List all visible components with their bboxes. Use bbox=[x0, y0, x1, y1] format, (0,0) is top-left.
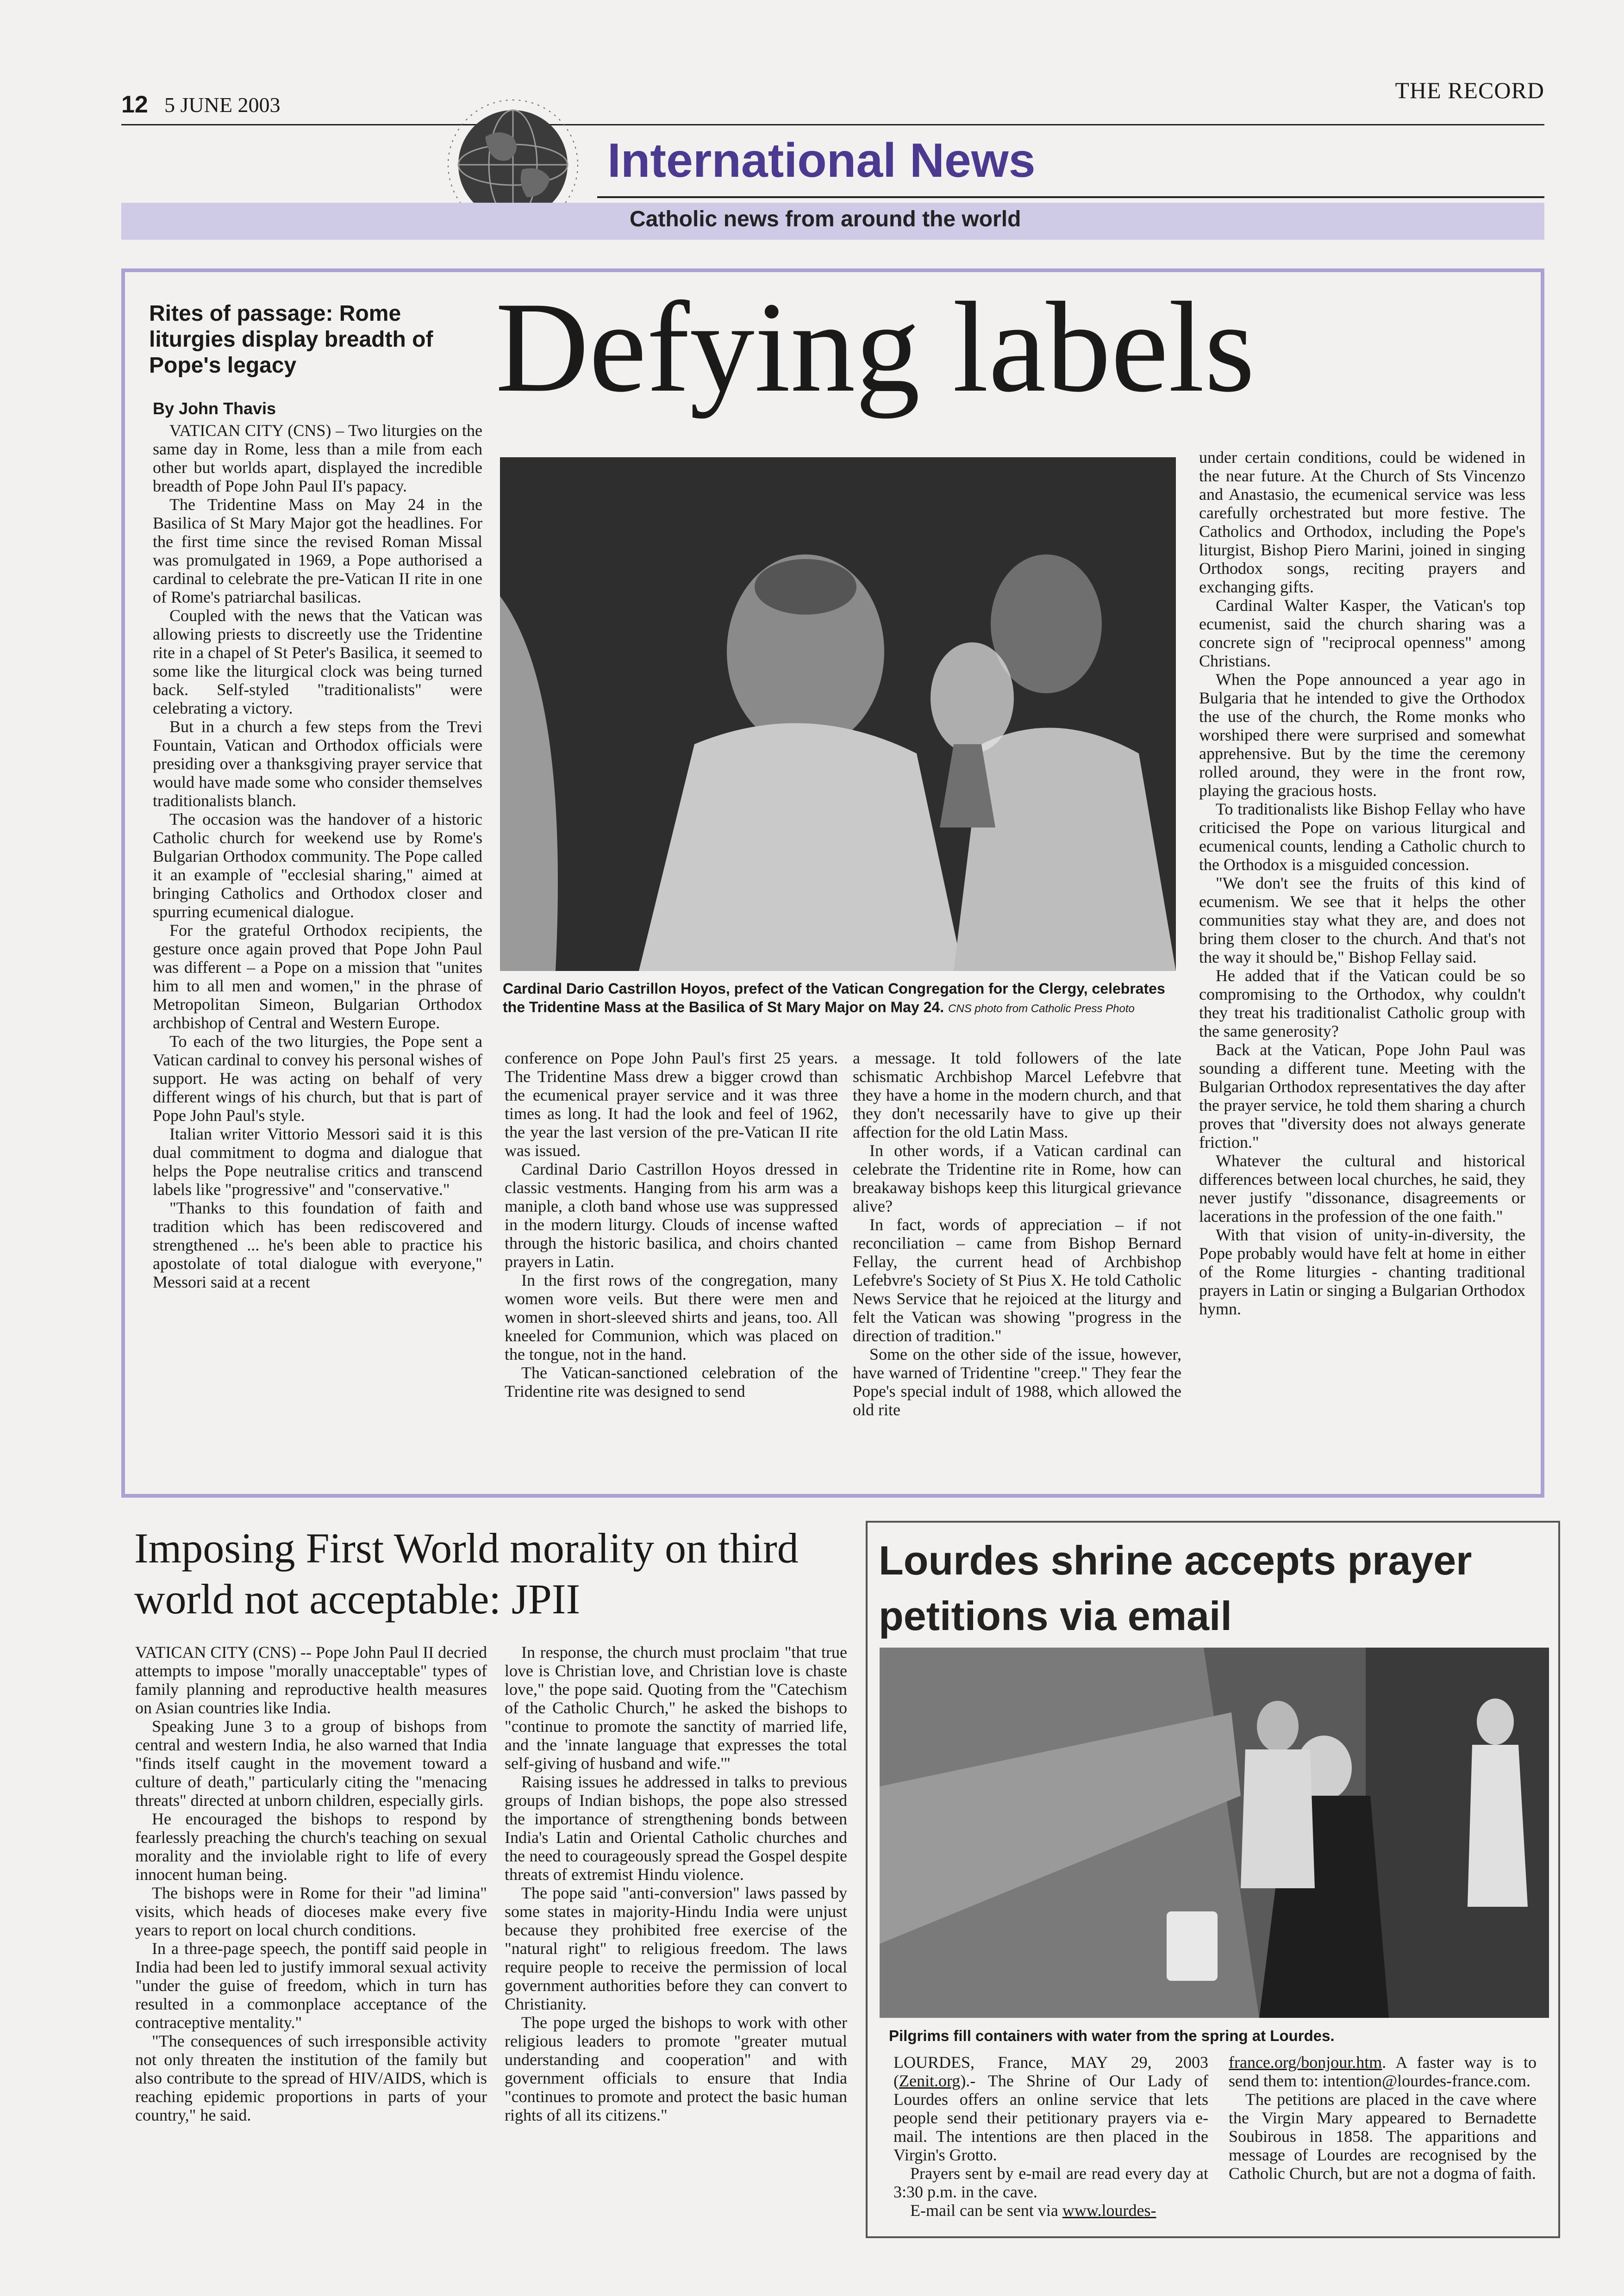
paragraph: The bishops were in Rome for their "ad limina" visits, which heads of dioceses make every five years to report on local church conditions. bbox=[135, 1884, 487, 1939]
paragraph: a message. It told followers of the late schismatic Archbishop Marcel Lefebvre that they have a home in the modern church, and that they don't necessarily have to give up their affection for the old Latin Mass. bbox=[853, 1049, 1181, 1141]
paragraph: Cardinal Dario Castrillon Hoyos dressed in classic vestments. Hanging from his arm was a maniple, a cloth band whose use was suppressed in the modern liturgy. Clouds of incense wafted through the historic basilica, and choirs chanted prayers in Latin. bbox=[505, 1160, 838, 1271]
paragraph: Italian writer Vittorio Messori said it is this dual commitment to dogma and dialogue that helps the Pope neutralise critics and transcend labels like "progressive" and "conservative." bbox=[153, 1125, 482, 1199]
paragraph: Whatever the cultural and historical differences between local churches, he said, they never justify "dissonance, disagreements or lacerations in the profession of the one faith." bbox=[1199, 1151, 1525, 1226]
caption-text: Cardinal Dario Castrillon Hoyos, prefect of the Vatican Congregation for the Clergy, celebrates the Tridentine Mass at the Basilica of St Mary Major on May 24. bbox=[503, 980, 1165, 1015]
paragraph: But in a church a few steps from the Trevi Fountain, Vatican and Orthodox officials were presiding over a thanksgiving prayer service that would have made some who consider themselves traditionalists blanch. bbox=[153, 717, 482, 810]
paragraph: Raising issues he addressed in talks to previous groups of Indian bishops, the pope also stressed the importance of strengthening bonds between India's Latin and Oriental Catholic churches and the need to courageously spread the Gospel despite threats of extremist Hindu violence. bbox=[505, 1773, 847, 1884]
masthead-rule bbox=[121, 124, 1544, 125]
dateline-text: LOURDES, France, MAY 29, 2003 ( bbox=[893, 2053, 1208, 2090]
paragraph: The pope urged the bishops to work with other religious leaders to promote "greater mutual understanding and cooperation" and with government officials to ensure that India "continues to promote and protect the basic human rights of all its citizens." bbox=[505, 2013, 847, 2124]
section-rule bbox=[597, 196, 1544, 198]
email-text: E-mail can be sent via bbox=[910, 2201, 1062, 2220]
paragraph bbox=[893, 2201, 1208, 2220]
paragraph: When the Pope announced a year ago in Bulgaria that he intended to give the Orthodox the use of the church, the Rome monks who worshiped there were surprised and somewhat apprehensive. But by the time the ceremony rolled around, they were in the front row, playing the gracious hosts. bbox=[1199, 670, 1525, 800]
paragraph: To each of the two liturgies, the Pope sent a Vatican cardinal to convey his personal wishes of support. He was acting on behalf of very different wings of his church, but that is part of Pope John Paul's style. bbox=[153, 1032, 482, 1125]
page-number: 12 bbox=[121, 91, 148, 118]
paragraph bbox=[893, 2053, 1208, 2164]
feature-subheadline: Rites of passage: Rome liturgies display breadth of Pope's legacy bbox=[149, 301, 433, 378]
lead-text: ).- The Shrine of Our Lady of Lourdes offers an online service that lets people send their petitionary prayers via e-mail. The intentions are then placed in the Virgin's Grotto. bbox=[893, 2072, 1208, 2164]
paragraph: Some on the other side of the issue, however, have warned of Tridentine "creep." They fear the Pope's special indult of 1988, which allowed the old rite bbox=[853, 1345, 1181, 1419]
photo-caption bbox=[503, 979, 1179, 1018]
paragraph: In the first rows of the congregation, many women wore veils. But there were men and women in short-sleeved shirts and jeans, too. All kneeled for Communion, which was placed on the tongue, not in the hand. bbox=[505, 1271, 838, 1363]
lourdes-caption: Pilgrims fill containers with water from the spring at Lourdes. bbox=[889, 2027, 1335, 2044]
photo-credit: CNS photo from Catholic Press Photo bbox=[948, 1002, 1135, 1015]
publication-name: THE RECORD bbox=[1395, 77, 1544, 103]
lourdes-headline: Lourdes shrine accepts prayer petitions via email bbox=[879, 1537, 1472, 1639]
section-title: International News bbox=[607, 134, 1036, 187]
paragraph: The Tridentine Mass on May 24 in the Basilica of St Mary Major got the headlines. For the first time since the revised Roman Missal was promulgated in 1969, a Pope authorised a cardinal to celebrate the pre-Vatican II rite in one of Rome's patriarchal basilicas. bbox=[153, 495, 482, 606]
paragraph: conference on Pope John Paul's first 25 years. The Tridentine Mass drew a bigger crowd than the ecumenical prayer service and it was three times as long. It had the look and feel of 1962, the year the last version of the pre-Vatican II rite was issued. bbox=[505, 1049, 838, 1160]
paragraph: In a three-page speech, the pontiff said people in India had been led to justify immoral sexual activity "under the guise of freedom, which in turn has resulted in a commonplace acceptance of the contraceptive mentality." bbox=[135, 1939, 487, 2032]
paragraph: "Thanks to this foundation of faith and tradition which has been rediscovered and strengthened ... he's been able to practice his apostolate of total dialogue with everyone," Messori said at a recent bbox=[153, 1199, 482, 1291]
mass-photo bbox=[500, 457, 1176, 971]
feature-column-4 bbox=[1199, 448, 1525, 1318]
jp-column-2 bbox=[505, 1643, 847, 2124]
issue-date: 5 JUNE 2003 bbox=[164, 93, 281, 117]
email-text: . A faster way is to send them to: intention@lourdes-france.com. bbox=[1229, 2053, 1537, 2090]
paragraph: In other words, if a Vatican cardinal can celebrate the Tridentine rite in Rome, how can breakaway bishops keep this liturgical grievance alive? bbox=[853, 1141, 1181, 1215]
paragraph: Back at the Vatican, Pope John Paul was sounding a different tune. Meeting with the Bulgarian Orthodox representatives the day after the prayer service, he told them sharing a church proves that "diversity does not always generate friction." bbox=[1199, 1040, 1525, 1151]
lourdes-column-2 bbox=[1229, 2053, 1537, 2183]
paragraph: For the grateful Orthodox recipients, the gesture once again proved that Pope John Paul was different – a Pope on a mission that "unites him to all men and women," in the phrase of Metropolitan Simeon, Bulgarian Orthodox archbishop of Central and Western Europe. bbox=[153, 921, 482, 1032]
paragraph: He added that if the Vatican could be so compromising to the Orthodox, why couldn't they treat his traditionalist Catholic group with the same generosity? bbox=[1199, 966, 1525, 1040]
paragraph: The Vatican-sanctioned celebration of the Tridentine rite was designed to send bbox=[505, 1363, 838, 1400]
paragraph: Speaking June 3 to a group of bishops from central and western India, he also warned that India "finds itself caught in the movement toward a culture of death," particularly citing the "menacing threats" directed at unborn children, especially girls. bbox=[135, 1717, 487, 1810]
jp-column-1 bbox=[135, 1643, 487, 2124]
paragraph: VATICAN CITY (CNS) -- Pope John Paul II decried attempts to impose "morally unacceptable" types of family planning and reproductive health measures on Asian countries like India. bbox=[135, 1643, 487, 1717]
paragraph: VATICAN CITY (CNS) – Two liturgies on the same day in Rome, less than a mile from each other but worlds apart, displayed the incredible breadth of Pope John Paul II's papacy. bbox=[153, 421, 482, 495]
paragraph: With that vision of unity-in-diversity, the Pope probably would have felt at home in either of the Rome liturgies - chanting traditional prayers in Latin or singing a Bulgarian Orthodox hymn. bbox=[1199, 1226, 1525, 1318]
paragraph: The pope said "anti-conversion" laws passed by some states in majority-Hindu India were unjust because they prohibited free exercise of the "natural right" to religious freedom. The laws require people to receive the permission of local government authorities before they can convert to Christianity. bbox=[505, 1884, 847, 2013]
paragraph: In response, the church must proclaim "that true love is Christian love, and Christian love is chaste love," the pope said. Quoting from the "Catechism of the Catholic Church," he asked the bishops to "continue to promote the sanctity of married life, and the 'innate language that expresses the total self-giving of husband and wife.'" bbox=[505, 1643, 847, 1773]
paragraph: "We don't see the fruits of this kind of ecumenism. We see that it helps the other communities stay what they are, and does not bring them closer to the church. And that's not the way it should be," Bishop Fellay said. bbox=[1199, 874, 1525, 966]
paragraph: In fact, words of appreciation – if not reconciliation – came from Bishop Bernard Fellay, the current head of Archbishop Lefebvre's Society of St Pius X. He told Catholic News Service that he rejoiced at the liturgy and felt the Vatican was showing "progress in the direction of tradition." bbox=[853, 1215, 1181, 1345]
paragraph: under certain conditions, could be widened in the near future. At the Church of Sts Vincenzo and Anastasio, the ecumenical service was less carefully orchestrated but more festive. The Catholics and Orthodox, including the Pope's liturgist, Bishop Piero Marini, joined in singing Orthodox songs, reciting prayers and exchanging gifts. bbox=[1199, 448, 1525, 596]
feature-headline: Defying labels bbox=[495, 275, 1255, 419]
feature-column-2 bbox=[505, 1049, 838, 1400]
jp-headline: Imposing First World morality on third world not acceptable: JPII bbox=[134, 1524, 799, 1623]
paragraph bbox=[1229, 2053, 1537, 2090]
paragraph: Cardinal Walter Kasper, the Vatican's top ecumenist, said the church sharing was a concrete sign of "reciprocal openness" among Christians. bbox=[1199, 596, 1525, 670]
lourdes-photo bbox=[880, 1648, 1549, 2018]
paragraph: To traditionalists like Bishop Fellay who have criticised the Pope on various liturgical and ecumenical counts, lending a Catholic church to the Orthodox is a misguided concession. bbox=[1199, 800, 1525, 874]
feature-column-3 bbox=[853, 1049, 1181, 1419]
section-strap: Catholic news from around the world bbox=[630, 207, 1021, 231]
lourdes-column-1 bbox=[893, 2053, 1208, 2220]
paragraph: "The consequences of such irresponsible activity not only threaten the institution of the family but also contribute to the spread of HIV/AIDS, which is reaching epidemic proportions in parts of your country," he said. bbox=[135, 2032, 487, 2124]
lourdes-link[interactable]: www.lourdes- bbox=[1062, 2201, 1156, 2220]
bonjour-link[interactable]: france.org/bonjour.htm bbox=[1229, 2053, 1382, 2072]
paragraph: He encouraged the bishops to respond by fearlessly preaching the church's teaching on sexual morality and the inviolable right to life of every innocent human being. bbox=[135, 1810, 487, 1884]
feature-column-1 bbox=[153, 421, 482, 1291]
paragraph: Prayers sent by e-mail are read every day at 3:30 p.m. in the cave. bbox=[893, 2164, 1208, 2201]
paragraph: The occasion was the handover of a historic Catholic church for weekend use by Rome's Bulgarian Orthodox community. The Pope called it an example of "ecclesial sharing," aimed at bringing Catholics and Orthodox closer and spurring ecumenical dialogue. bbox=[153, 810, 482, 921]
paragraph: Coupled with the news that the Vatican was allowing priests to discreetly use the Tridentine rite in a chapel of St Peter's Basilica, it seemed to some like the liturgical clock was being turned back. Self-styled "traditionalists" were celebrating a victory. bbox=[153, 606, 482, 717]
byline: By John Thavis bbox=[153, 399, 276, 418]
zenit-link[interactable]: Zenit.org bbox=[899, 2072, 961, 2090]
paragraph: The petitions are placed in the cave where the Virgin Mary appeared to Bernadette Soubirous in 1858. The apparitions and message of Lourdes are recognised by the Catholic Church, but are not a dogma of faith. bbox=[1229, 2090, 1537, 2183]
